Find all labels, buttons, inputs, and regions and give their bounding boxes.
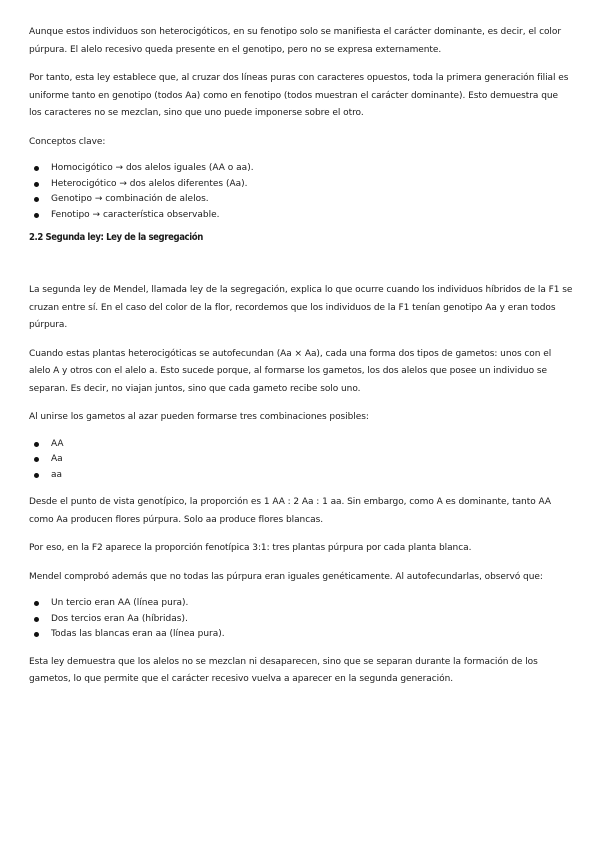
list-item: Heterocigótico → dos alelos diferentes (Aa). xyxy=(29,177,573,193)
observations-list xyxy=(29,596,573,643)
section-paragraph-6: Mendel comprobó además que no todas las púrpura eran iguales genéticamente. Al autofecundarlas, observó que: xyxy=(29,571,543,582)
intro-paragraph-1: Aunque estos individuos son heterocigóticos, en su fenotipo solo se manifiesta el carácter dominante, es decir, el color púrpura. El alelo recesivo queda presente en el genotipo, pero no se expresa externamente. xyxy=(29,27,561,55)
list-item: aa xyxy=(29,468,573,484)
list-item: Homocigótico → dos alelos iguales (AA o aa). xyxy=(29,161,573,177)
list-item: Todas las blancas eran aa (línea pura). xyxy=(29,627,573,643)
list-item: Aa xyxy=(29,452,573,468)
list-item: Fenotipo → característica observable. xyxy=(29,208,573,224)
section-paragraph-7: Esta ley demuestra que los alelos no se mezclan ni desaparecen, sino que se separan durante la formación de los gametos, lo que permite que el carácter recesivo vuelva a aparecer en la segunda generación. xyxy=(29,656,538,684)
section-paragraph-3: Al unirse los gametos al azar pueden formarse tres combinaciones posibles: xyxy=(29,412,369,422)
section-paragraph-2: Cuando estas plantas heterocigóticas se autofecundan (Aa × Aa), cada una forma dos tipos de gametos: unos con el alelo A y otros con el alelo a. Esto sucede porque, al formarse los gametos, los dos alelos que posee un individuo se separan. Es decir, no viajan juntos, sino que cada gameto recibe solo uno. xyxy=(29,348,552,394)
document-page xyxy=(29,24,573,689)
section-paragraph-5: Por eso, en la F2 aparece la proporción fenotípica 3:1: tres plantas púrpura por cada planta blanca. xyxy=(29,543,472,553)
list-item: Genotipo → combinación de alelos. xyxy=(29,192,573,208)
section-heading: 2.2 Segunda ley: Ley de la segregación xyxy=(29,232,203,243)
section-paragraph-4: Desde el punto de vista genotípico, la proporción es 1 AA : 2 Aa : 1 aa. Sin embargo, como A es dominante, tanto AA como Aa producen flores púrpura. Solo aa produce flores blancas. xyxy=(29,497,551,525)
concepts-list xyxy=(29,161,573,223)
intro-paragraph-2: Por tanto, esta ley establece que, al cruzar dos líneas puras con caracteres opuestos, toda la primera generación filial es uniforme tanto en genotipo (todos Aa) como en fenotipo (todos muestran el carácter dominante). Esto demuestra que los caracteres no se mezclan, sino que uno puede imponerse sobre el otro. xyxy=(29,73,569,118)
list-item: AA xyxy=(29,437,573,453)
section-paragraph-1: La segunda ley de Mendel, llamada ley de la segregación, explica lo que ocurre cuando los individuos híbridos de la F1 se cruzan entre sí. En el caso del color de la flor, recordemos que los individuos de la F1 tenían genotipo Aa y eran todos púrpura. xyxy=(29,285,573,330)
combinations-list xyxy=(29,437,573,484)
list-item: Dos tercios eran Aa (híbridas). xyxy=(29,612,573,628)
concepts-label: Conceptos clave: xyxy=(29,136,106,147)
list-item: Un tercio eran AA (línea pura). xyxy=(29,596,573,612)
